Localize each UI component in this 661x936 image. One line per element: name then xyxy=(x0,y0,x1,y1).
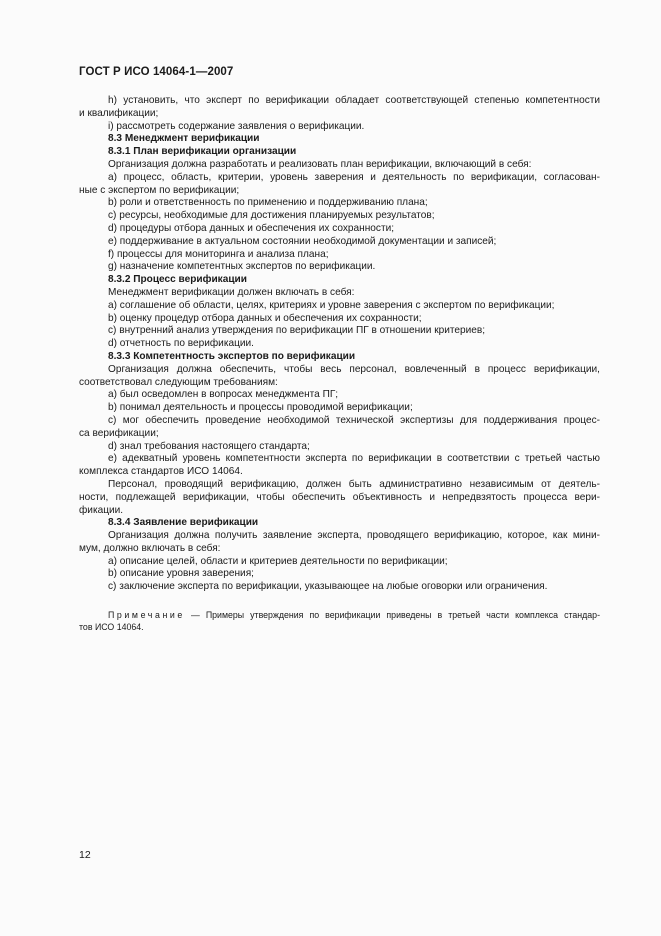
text-line: d) процедуры отбора данных и обеспечения их сохранности; xyxy=(108,222,395,234)
text-line: a) был осведомлен в вопросах менеджмента ПГ; xyxy=(108,389,339,401)
text-line: h) установить, что эксперт по верификации обладает соответствующей степенью компетентности xyxy=(108,95,600,106)
text-line: c) мог обеспечить проведение необходимой технической экспертизы для поддерживания процес- xyxy=(108,414,600,426)
text-line: c) заключение эксперта по верификации, указывающее на любые оговорки или ограничения. xyxy=(108,581,548,593)
document-body xyxy=(79,95,600,594)
text-line: f) процессы для мониторинга и анализа плана; xyxy=(108,248,329,260)
text-line: b) понимал деятельность и процессы проводимой верификации; xyxy=(108,402,413,414)
text-line: Организация должна получить заявление эксперта, проводящего верификацию, которое, как мини- xyxy=(108,530,600,542)
text-line: ные с экспертом по верификации; xyxy=(79,184,240,196)
text-line: c) внутренний анализ утверждения по верификации ПГ в отношении критериев; xyxy=(108,325,486,337)
text-line: d) знал требования настоящего стандарта; xyxy=(108,440,310,452)
text-line: соответствовал следующим требованиям: xyxy=(79,376,278,388)
text-line: e) адекватный уровень компетентности эксперта по верификации в соответствии с третьей частью xyxy=(108,453,600,465)
section-heading: 8.3.2 Процесс верификации xyxy=(108,274,247,286)
note-label: Примечание xyxy=(108,610,185,620)
page-number: 12 xyxy=(79,849,91,861)
text-line: a) процесс, область, критерии, уровень заверения и деятельность по верификации, согласован- xyxy=(108,171,600,183)
text-line: Менеджмент верификации должен включать в себя: xyxy=(108,286,355,298)
text-line: a) соглашение об области, целях, критериях и уровне заверения с экспертом по верификации; xyxy=(108,299,555,311)
text-line: g) назначение компетентных экспертов по верификации. xyxy=(108,261,376,273)
section-heading: 8.3.4 Заявление верификации xyxy=(108,517,259,529)
text-line: Персонал, проводящий верификацию, должен быть административно независимым от деятель- xyxy=(108,478,600,490)
text-line: и квалификации; xyxy=(79,107,159,119)
text-line: комплекса стандартов ИСО 14064. xyxy=(79,466,243,478)
text-line: e) поддерживание в актуальном состоянии необходимой документации и записей; xyxy=(108,235,497,247)
section-heading: 8.3.1 План верификации организации xyxy=(108,146,297,158)
document-header: ГОСТ Р ИСО 14064-1—2007 xyxy=(79,66,234,78)
section-heading: 8.3 Менеджмент верификации xyxy=(108,133,260,145)
text-line: Организация должна обеспечить, чтобы весь персонал, вовлеченный в процесс верификации, xyxy=(108,363,600,375)
text-line: са верификации; xyxy=(79,427,159,439)
text-line: d) отчетность по верификации. xyxy=(108,338,254,350)
text-line: мум, должно включать в себя: xyxy=(79,542,221,554)
text-line: i) рассмотреть содержание заявления о верификации. xyxy=(108,120,365,132)
text-line: Организация должна разработать и реализовать план верификации, включающий в себя: xyxy=(108,158,532,170)
note-line-continuation: тов ИСО 14064. xyxy=(79,622,144,633)
note-text: — Примеры утверждения по верификации приведены в третьей части комплекса стандар- xyxy=(184,610,600,620)
text-line: b) описание уровня заверения; xyxy=(108,568,254,580)
text-line: a) описание целей, области и критериев деятельности по верификации; xyxy=(108,555,448,567)
section-heading: 8.3.3 Компетентность экспертов по верификации xyxy=(108,350,356,362)
note-line xyxy=(79,609,600,621)
note xyxy=(79,609,600,634)
text-line: c) ресурсы, необходимые для достижения планируемых результатов; xyxy=(108,210,435,222)
text-line: b) оценку процедур отбора данных и обеспечения их сохранности; xyxy=(108,312,422,324)
text-line: b) роли и ответственность по применению и поддерживанию плана; xyxy=(108,197,428,209)
text-line: ности, подлежащей верификации, чтобы обеспечить объективность и непредвзятость процесса вери- xyxy=(79,491,600,503)
text-line: фикации. xyxy=(79,504,124,516)
